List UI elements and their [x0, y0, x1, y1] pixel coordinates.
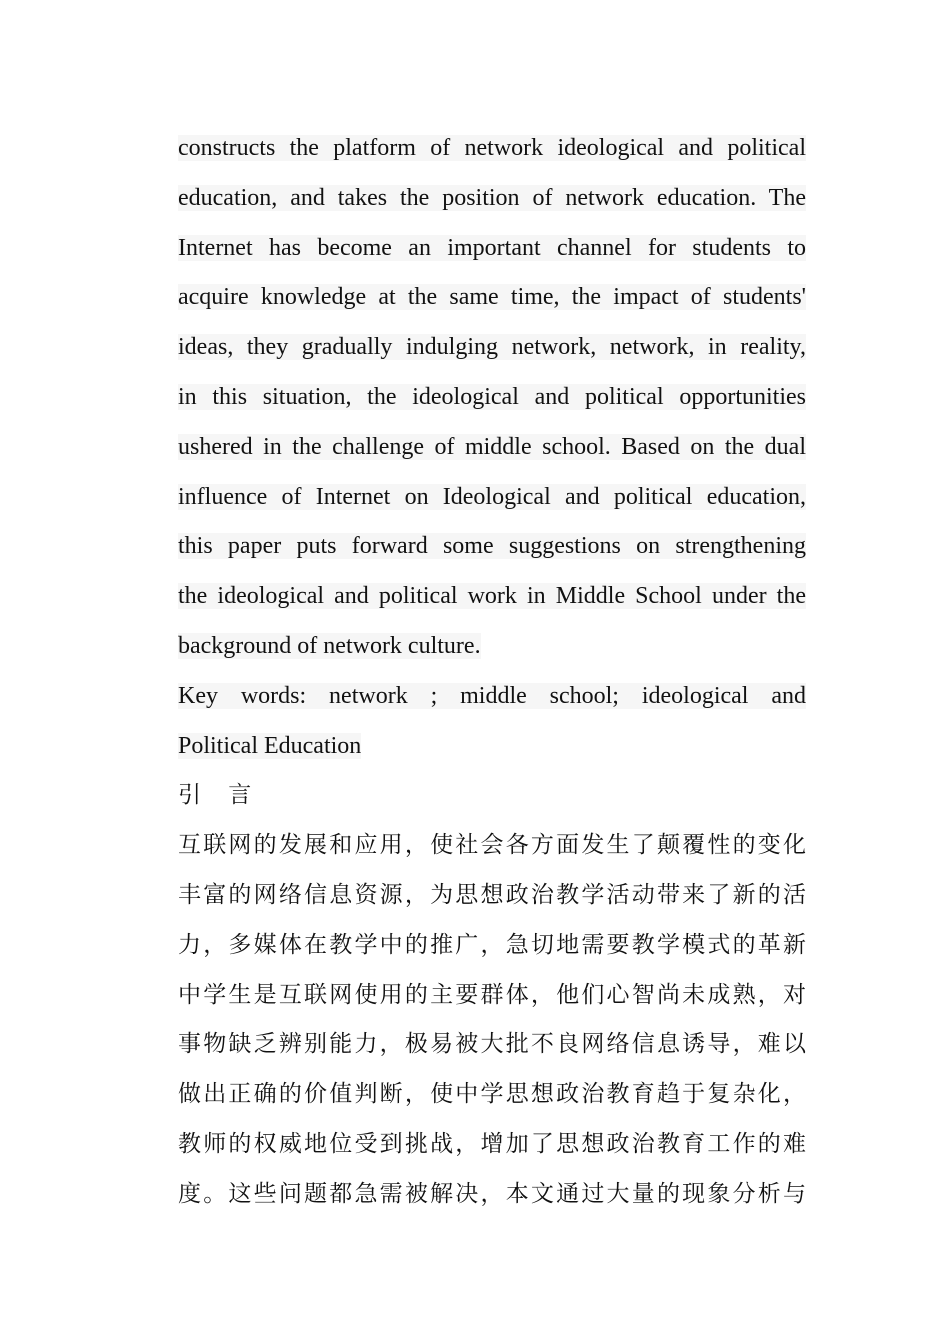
- abstract-line-text: the ideological and political work in Middle School under the: [178, 583, 806, 610]
- abstract-paragraph: [178, 124, 806, 672]
- abstract-line-text: this paper puts forward some suggestions on strengthening: [178, 533, 806, 560]
- keywords-text: Political Education: [178, 732, 362, 759]
- abstract-line: [178, 423, 806, 473]
- introduction-line: [178, 1020, 806, 1070]
- abstract-line: [178, 174, 806, 224]
- introduction-line: [178, 1070, 806, 1120]
- keywords-line: [178, 672, 806, 722]
- abstract-line-text: education, and takes the position of network education. The: [178, 184, 806, 211]
- introduction-line-text: 力，多媒体在教学中的推广，急切地需要教学模式的革新: [178, 931, 806, 958]
- introduction-heading: 引 言: [178, 782, 262, 809]
- introduction-line: [178, 1120, 806, 1170]
- abstract-line: [178, 572, 806, 622]
- introduction-line-text: 中学生是互联网使用的主要群体，他们心智尚未成熟，对: [178, 981, 806, 1008]
- abstract-line: [178, 124, 806, 174]
- abstract-line: [178, 522, 806, 572]
- introduction-paragraph: [178, 821, 806, 1219]
- abstract-line-text: ideas, they gradually indulging network, network, in reality,: [178, 334, 806, 361]
- keywords-text: Key words: network ; middle school; ideological and: [178, 682, 806, 709]
- abstract-line-text: Internet has become an important channel for students to: [178, 234, 806, 261]
- abstract-line-last: [178, 622, 806, 672]
- abstract-line: [178, 323, 806, 373]
- page-content: [178, 124, 806, 1220]
- introduction-line: [178, 821, 806, 871]
- introduction-line-text: 丰富的网络信息资源，为思想政治教学活动带来了新的活: [178, 881, 806, 908]
- abstract-line-text: in this situation, the ideological and political opportunities: [178, 383, 806, 410]
- introduction-line: [178, 1170, 806, 1220]
- abstract-line: [178, 473, 806, 523]
- abstract-line: [178, 224, 806, 274]
- abstract-line: [178, 273, 806, 323]
- introduction-line-text: 做出正确的价值判断，使中学思想政治教育趋于复杂化，: [178, 1081, 806, 1108]
- introduction-line: [178, 871, 806, 921]
- abstract-line-text: acquire knowledge at the same time, the impact of students': [178, 284, 806, 311]
- abstract-line-text: influence of Internet on Ideological and political education,: [178, 483, 806, 510]
- abstract-line: [178, 373, 806, 423]
- introduction-line-text: 度。这些问题都急需被解决，本文通过大量的现象分析与: [178, 1180, 806, 1207]
- introduction-line-text: 事物缺乏辨别能力，极易被大批不良网络信息诱导，难以: [178, 1031, 806, 1058]
- abstract-line-text: ushered in the challenge of middle school. Based on the dual: [178, 433, 806, 460]
- introduction-line: [178, 921, 806, 971]
- introduction-line: [178, 971, 806, 1021]
- keywords-paragraph: [178, 672, 806, 772]
- introduction-line-text: 教师的权威地位受到挑战，增加了思想政治教育工作的难: [178, 1130, 806, 1157]
- introduction-line-text: 互联网的发展和应用，使社会各方面发生了颠覆性的变化: [178, 832, 806, 859]
- keywords-line-last: [178, 722, 806, 772]
- abstract-line-text: constructs the platform of network ideological and political: [178, 135, 806, 161]
- abstract-line-text: background of network culture.: [178, 632, 481, 659]
